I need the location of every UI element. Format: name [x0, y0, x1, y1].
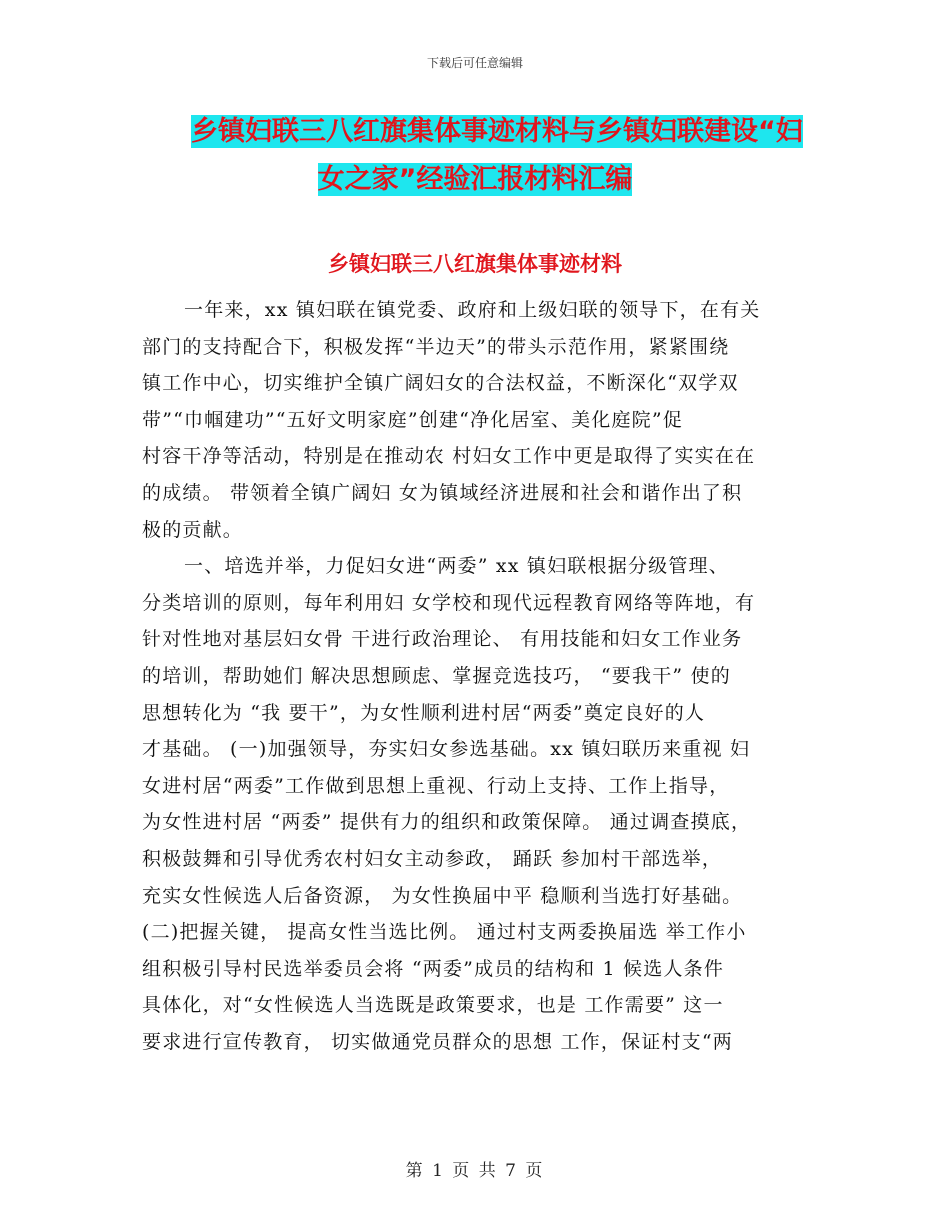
- body-line: 部门的支持配合下，积极发挥“半边天”的带头示范作用，紧紧围绕: [142, 335, 730, 358]
- body-line: 女进村居“两委”工作做到思想上重视、行动上支持、工作上指导，: [142, 774, 730, 797]
- body-line: 具体化，对“女性候选人当选既是政策要求，也是 工作需要” 这一: [142, 994, 724, 1017]
- document-title-line-1: [145, 108, 805, 156]
- body-line: 分类培训的原则，每年利用妇 女学校和现代远程教育网络等阵地，有: [142, 591, 756, 614]
- body-line: 充实女性候选人后备资源， 为女性换届中平 稳顺利当选打好基础。: [142, 884, 743, 907]
- body-line: 镇工作中心，切实维护全镇广阔妇女的合法权益，不断深化“双学双: [142, 372, 739, 395]
- body-line: 组积极引导村民选举委员会将 “两委”成员的结构和 1 候选人条件: [142, 957, 725, 980]
- body-line: 一、培选并举，力促妇女进“两委” xx 镇妇联根据分级管理、: [184, 555, 729, 578]
- page-number-footer: 第 1 页 共 7 页: [405, 1161, 545, 1181]
- body-line: 一年来，xx 镇妇联在镇党委、政府和上级妇联的领导下，在有关: [184, 299, 761, 321]
- body-line: 为女性进村居 “两委” 提供有力的组织和政策保障。 通过调查摸底，: [142, 811, 752, 834]
- body-line: 带”“巾帼建功”“五好文明家庭”创建“净化居室、美化庭院”促: [142, 408, 683, 431]
- body-line: 积极鼓舞和引导优秀农村妇女主动参政， 踊跃 参加村干部选举，: [142, 847, 723, 870]
- page-header-note: 下载后可任意编辑: [426, 56, 523, 70]
- body-line: 村容干净等活动，特别是在推动农 村妇女工作中更是取得了实实在在: [142, 445, 756, 468]
- body-line: (二)把握关键， 提高女性当选比例。 通过村支两委换届选 举工作小: [142, 921, 747, 944]
- title-line-1-text: 乡镇妇联三八红旗集体事迹材料与乡镇妇联建设“妇: [191, 116, 803, 147]
- body-line: 才基础。 (一)加强领导，夯实妇女参选基础。xx 镇妇联历来重视 妇: [142, 738, 751, 761]
- body-text: [142, 292, 822, 1060]
- body-line: 思想转化为 “我 要干”，为女性顺利进村居“两委”奠定良好的人: [142, 701, 706, 724]
- document-title: [145, 108, 805, 204]
- section-heading: 乡镇妇联三八红旗集体事迹材料: [328, 252, 622, 276]
- body-line: 的成绩。 带领着全镇广阔妇 女为镇域经济进展和社会和谐作出了积: [142, 481, 743, 504]
- body-line: 极的贡献。: [142, 518, 244, 541]
- body-line: 针对性地对基层妇女骨 干进行政治理论、 有用技能和妇女工作业务: [142, 628, 743, 651]
- body-line: 要求进行宣传教育， 切实做通党员群众的思想 工作，保证村支“两: [142, 1030, 733, 1053]
- document-title-line-2: [145, 156, 805, 204]
- body-line: 的培训，帮助她们 解决思想顾虑、掌握竞选技巧， “要我干” 使的: [142, 664, 731, 687]
- title-line-2-text: 女之家”经验汇报材料汇编: [317, 164, 633, 195]
